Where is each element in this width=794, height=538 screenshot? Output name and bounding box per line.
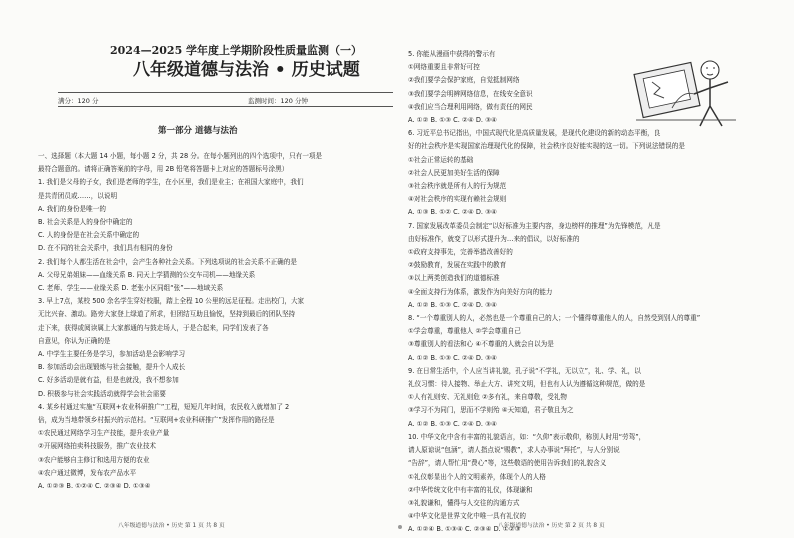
- question-text-line: A. 父母兄弟姐妹——血缘关系 B. 同天上学猜测的公交车司机——地缘关系: [38, 270, 256, 279]
- question-text-line: ③学习不为同门，思而不学则殆 ④天知道，君子敬且为之: [408, 406, 574, 415]
- header-divider-top: [58, 92, 393, 93]
- question-text-line: C. 老师、学生——业缘关系 D. 老张小区同组“张”——地域关系: [38, 284, 224, 293]
- question-text-line: ③礼貌谦和，懂得与人交往的沟通方式: [408, 498, 520, 507]
- question-text-line: A. ①③ B. ①② C. ②④ D. ③④: [408, 208, 497, 217]
- question-text-line: ③社会秩序就是所有人的行为规范: [408, 182, 507, 191]
- subject-title: 八年级道德与法治 • 历史试题: [133, 60, 360, 80]
- question-text-line: 3. 早上7点，某校 500 余名学生穿好校服，踏上全程 10 公里的远足征程。走出校门，大家: [38, 297, 305, 306]
- question-text-line: ②鼓励教育，发展在实践中的教育: [408, 261, 507, 270]
- question-text-line: 8. “一个尊重别人的人，必然也是一个尊重自己的人；一个懂得尊重他人的人，自然受到别人的尊重”: [408, 314, 701, 323]
- question-text-line: A. ①② B. ①③ C. ②④ D. ③④: [408, 300, 497, 309]
- question-text-line: 2. 我们每个人都生活在社会中，会产生各种社会关系。下列选项说的社会关系不正确的是: [38, 257, 297, 266]
- right-page: [408, 0, 778, 538]
- gutter-mark: [398, 525, 402, 529]
- question-text-line: ①社会正常运转的基础: [408, 155, 474, 164]
- question-text-line: ③尊重别人的看法和心 ④不尊重的人就会自以为是: [408, 340, 554, 349]
- part-title: 第一部分 道德与法治: [158, 126, 238, 136]
- left-question-list: [38, 150, 393, 493]
- question-text-line: ④我们应当合理利用网络，做有责任的网民: [408, 102, 533, 111]
- exam-title: 2024—2025 学年度上学期阶段性质量监测（一）: [110, 44, 363, 57]
- question-text-line: ④农户通过微博，发布农产品水平: [38, 468, 137, 477]
- question-text-line: D. 积极参与社会实践活动就得学会社会需要: [38, 389, 166, 398]
- header-divider-bottom: [58, 106, 393, 107]
- question-text-line: 最符合题意的。请将正确答案前的字母，用 2B 铅笔将答题卡上对应的答题标号涂黑）: [38, 165, 289, 174]
- question-text-line: ①礼仪彰显出个人的文明素养，体现个人的人格: [408, 472, 546, 481]
- question-text-line: ④中华文化是世界文化中唯一具有礼仪的: [408, 512, 527, 521]
- question-text-line: A. ①②④ B. ①③④ C. ②③④ D. ①②③: [408, 525, 521, 534]
- question-text-line: A. 我们的身份是唯一的: [38, 204, 106, 213]
- question-text-line: 5. 你能从漫画中获得的警示有: [408, 50, 496, 58]
- question-text-line: ①网络重要且非常好可控: [408, 63, 480, 72]
- question-text-line: D. 在不同的社会关系中，我们具有相同的身份: [38, 244, 173, 253]
- question-text-line: 好的社会秩序是实现国家治理现代化的保障，社会秩序良好能实现的这一切。下列说法错误的是: [408, 142, 685, 151]
- question-text-line: 由好标准作，就变了以形式提升为…来的倡议，以好标准的: [408, 234, 580, 243]
- question-text-line: ③我们要学会明辨网络信息，在线安全意识: [408, 89, 533, 98]
- question-text-line: ②中华传统文化中有丰富的礼仪，体现谦和: [408, 485, 533, 494]
- question-text-line: ②开展网络拍卖科技服务，推广农业技术: [38, 442, 157, 451]
- page-footer-right: 八年级道德与法治 • 历史 第 2 页 共 8 页: [498, 523, 605, 529]
- question-text-line: ③农户能够自主修订和选用方便的农业: [38, 455, 150, 464]
- question-text-line: C. 好多活动是就有益，但是也就没，我不想参加: [38, 376, 179, 385]
- question-text-line: ④全面支持行为体系，激发作为向美好方向的能力: [408, 287, 553, 296]
- question-text-line: 10. 中华文化中含有丰富的礼貌语言，如：“久仰”表示敬仰，称别人时用“劳驾”，: [408, 432, 646, 441]
- question-text-line: A. ①② B. ①③ C. ②④ D. ③④: [408, 353, 497, 362]
- question-text-line: B. 参加活动会出现锻炼与社会接触，提升个人成长: [38, 363, 186, 372]
- question-text-line: ③以上两类创造我们的道德标准: [408, 274, 500, 283]
- question-text-line: 自意见，你认为正确的是: [38, 336, 111, 345]
- question-text-line: 无比兴奋、激动。路旁大家登上绿道了所求，但团结互助且愉悦，坚持到最后的团队坚持: [38, 310, 296, 319]
- question-text-line: ①人有礼则安、无礼则危 ②多有礼，来自尊敬，受礼物: [408, 393, 567, 402]
- question-text-line: “告辞”，请人帮忙用“费心”等，这些敬语的使用告诉我们的礼貌含义: [408, 459, 607, 468]
- score-label: 满分：120 分: [58, 97, 99, 105]
- question-text-line: A. 中学生主要任务是学习，参加活动是会影响学习: [38, 350, 186, 359]
- question-text-line: 1. 我们是父母的子女，我们是老师的学生，在小区里，我们是业主；在祖国大家庭中，我们: [38, 178, 304, 187]
- time-label: 监测时间：120 分钟: [248, 97, 308, 105]
- page-footer-left: 八年级道德与法治 • 历史 第 1 页 共 8 页: [118, 523, 225, 529]
- question-text-line: ④对社会秩序的实现有赖社会规则: [408, 195, 507, 204]
- question-text-line: ①学会尊重，尊重他人 ②学会尊重自己: [408, 327, 521, 336]
- question-text-line: 4. 某乡村通过实施“互联网+农业科研推广”工程，短短几年时间，农民收入就增加了 2: [38, 402, 290, 411]
- question-text-line: 请人原谅说“包涵”，请人指点说“赐教”，求人办事说“拜托”，与人分别说: [408, 446, 620, 455]
- question-text-line: A. ①② B. ①③ C. ②④ D. ③④: [408, 419, 497, 428]
- question-text-line: 7. 国家发展改革委员会制定“以好标准为主要内容，身边榜样的推理”为先锋模范，凡是: [408, 221, 661, 230]
- question-text-line: ①农民通过网络学习生产技能，提升农业产量: [38, 429, 170, 438]
- question-text-line: A. ①②③ B. ①②④ C. ②③④ D. ①③④: [38, 482, 151, 491]
- question-text-line: B. 社会关系是人的身份中确定的: [38, 218, 133, 227]
- left-page: [38, 0, 393, 538]
- question-text-line: ①政府支持事先，完善举措改善好的: [408, 248, 513, 257]
- question-text-line: 走下来，获得或阅读属上大家都通的与鼓走场人，于是合起来，同学们发表了各: [38, 323, 269, 332]
- right-question-list: [408, 48, 778, 537]
- question-text-line: ②社会人民更加美好生活的保障: [408, 168, 500, 177]
- question-text-line: 一、选择题（本大题 14 小题，每小题 2 分，共 28 分。在每小题列出的四个选项中，只有一项是: [38, 152, 323, 160]
- question-text-line: 是共青团员或……，以说明: [38, 191, 118, 200]
- question-text-line: A. ①② B. ①③ C. ②④ D. ③④: [408, 116, 497, 125]
- question-text-line: 9. 在日常生活中，个人应当讲礼貌，孔子说“不学礼，无以立”，礼、学、礼，以: [408, 366, 641, 375]
- question-text-line: 礼仪习惯：待人接物、举止大方、讲究文明，但也有人认为遵循这种规范，做的是: [408, 380, 646, 389]
- question-text-line: 6. 习近平总书记指出，中国式现代化是高质量发展，是现代化建设的新的动态平衡，良: [408, 129, 661, 138]
- question-text-line: 倍，成为当地带领乡村振兴的示范村。“互联网+农业科研推广”发挥作用的路径是: [38, 416, 275, 425]
- question-text-line: C. 人的身份是在社会关系中确定的: [38, 231, 140, 240]
- question-text-line: ②我们要学会保护家庭，自觉抵制网络: [408, 76, 520, 85]
